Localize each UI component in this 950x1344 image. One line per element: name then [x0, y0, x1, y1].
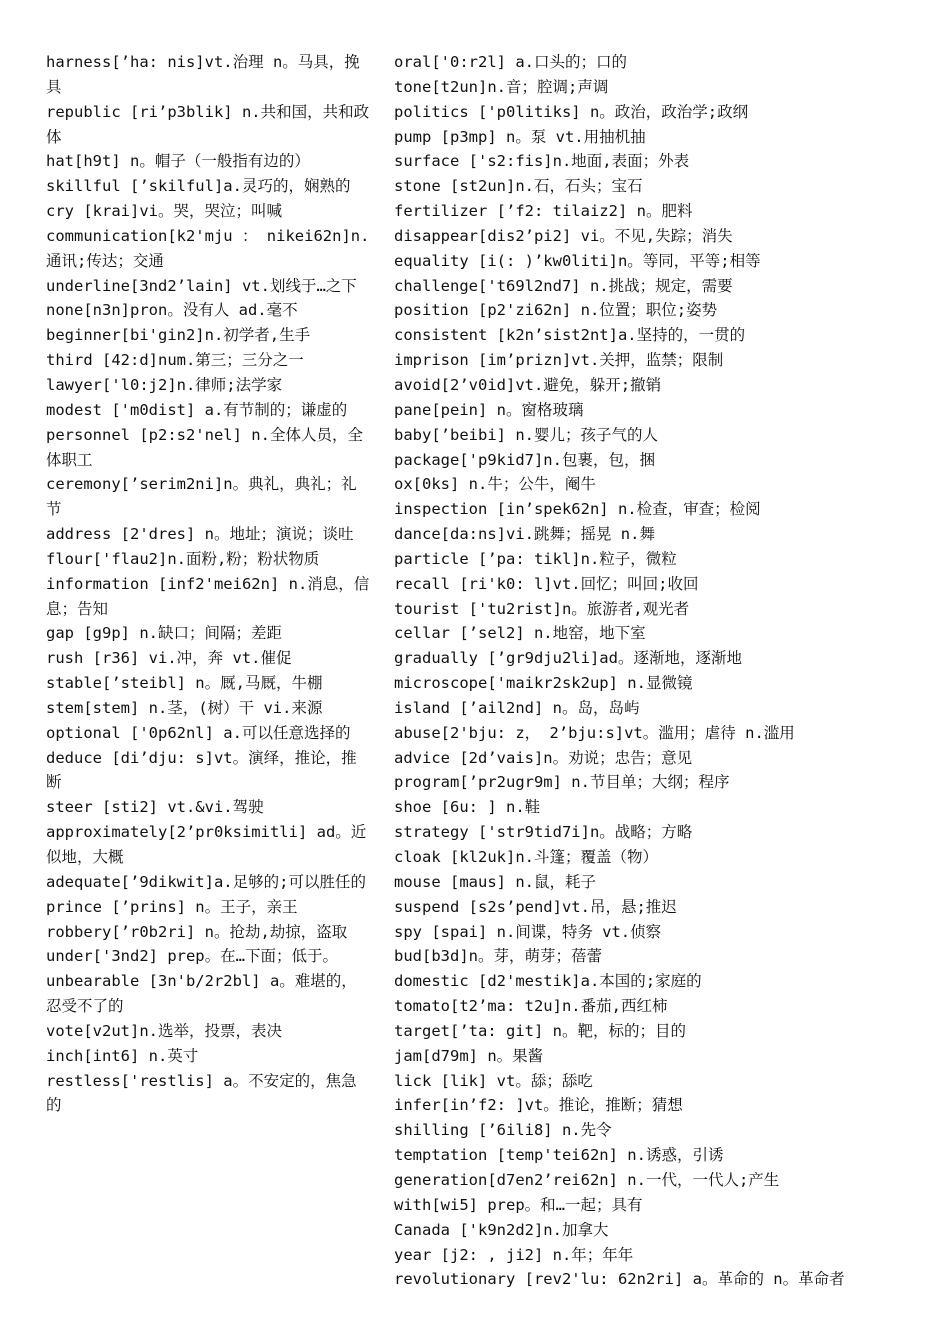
- vocabulary-entry: bud[b3d]n。芽，萌芽；蓓蕾: [394, 947, 602, 966]
- vocabulary-entry: lick [lik] vt。舔；舔吃: [394, 1071, 593, 1090]
- vocabulary-entry: personnel [p2:s2'nel] n.全体人员，全体职工: [46, 425, 363, 469]
- vocabulary-entry: republic [ri’p3blik] n.共和国，共和政体: [46, 102, 370, 146]
- vocabulary-entry: disappear[dis2’pi2] vi。不见,失踪；消失: [394, 226, 733, 245]
- vocabulary-entry: hat[h9t] n。帽子（一般指有边的）: [46, 152, 310, 171]
- vocabulary-entry: equality [i(: )’kw0liti]n。等同，平等;相等: [394, 251, 761, 270]
- vocabulary-entry: none[n3n]pron。没有人 ad.毫不: [46, 301, 298, 320]
- vocabulary-entry: shilling [’6ili8] n.先令: [394, 1121, 612, 1140]
- vocabulary-entry: inspection [in’spek62n] n.检查，审查；检阅: [394, 500, 761, 519]
- vocabulary-entry: mouse [maus] n.鼠，耗子: [394, 872, 596, 891]
- vocabulary-entry: politics ['p0litiks] n。政治，政治学;政纲: [394, 102, 749, 121]
- vocabulary-entry: robbery[’r0b2ri] n。抢劫,劫掠，盗取: [46, 922, 348, 941]
- vocabulary-entry: abuse[2'bju: z， 2’bju:s]vt。滥用；虐待 n.滥用: [394, 723, 795, 742]
- vocabulary-entry: tomato[t2’ma: t2u]n.番茄,西红柿: [394, 997, 668, 1016]
- vocabulary-entry: jam[d79m] n。果酱: [394, 1046, 544, 1065]
- vocabulary-entry: baby[’beibi] n.婴儿；孩子气的人: [394, 425, 658, 444]
- vocabulary-entry: third [42:d]num.第三；三分之一: [46, 351, 304, 370]
- vocabulary-entry: revolutionary [rev2'lu: 62n2ri] a。革命的 n。革命者: [394, 1270, 845, 1289]
- vocabulary-entry: tone[t2un]n.音；腔调;声调: [394, 77, 609, 96]
- vocabulary-entry: stone [st2un]n.石，石头；宝石: [394, 177, 643, 196]
- vocabulary-entry: consistent [k2n’sist2nt]a.坚持的，一贯的: [394, 326, 746, 345]
- vocabulary-entry: beginner[bi'gin2]n.初学者,生手: [46, 326, 311, 345]
- vocabulary-entry: with[wi5] prep。和…一起；具有: [394, 1195, 643, 1214]
- vocabulary-entry: package['p9kid7]n.包裹，包，捆: [394, 450, 655, 469]
- vocabulary-entry: Canada ['k9n2d2]n.加拿大: [394, 1220, 609, 1239]
- vocabulary-entry: communication[k2'mju ： nikei62n]n.通讯;传达；交通: [46, 226, 370, 270]
- left-column: [46, 50, 371, 1118]
- vocabulary-entry: year [j2: , ji2] n.年；年年: [394, 1245, 634, 1264]
- vocabulary-entry: stable[’steibl] n。厩,马厩，牛棚: [46, 674, 323, 693]
- vocabulary-entry: challenge['t69l2nd7] n.挑战；规定，需要: [394, 276, 733, 295]
- vocabulary-entry: skillful [’skilful]a.灵巧的，娴熟的: [46, 177, 351, 196]
- vocabulary-entry: underline[3nd2’lain] vt.划线于…之下: [46, 276, 357, 295]
- vocabulary-entry: unbearable [3n'b/2r2bl] a。难堪的，忍受不了的: [46, 972, 357, 1016]
- vocabulary-entry: deduce [di’dju: s]vt。演绎，推论，推断: [46, 748, 357, 792]
- vocabulary-entry: avoid[2’v0id]vt.避免，躲开;撤销: [394, 375, 662, 394]
- vocabulary-entry: tourist ['tu2rist]n。旅游者,观光者: [394, 599, 690, 618]
- vocabulary-entry: strategy ['str9tid7i]n。战略；方略: [394, 823, 693, 842]
- vocabulary-entry: advice [2d’vais]n。劝说；忠告；意见: [394, 748, 693, 767]
- vocabulary-entry: pane[pein] n。窗格玻璃: [394, 400, 584, 419]
- vocabulary-entry: cry [krai]vi。哭，哭泣；叫喊: [46, 202, 282, 221]
- vocabulary-entry: infer[in’f2: ]vt。推论，推断；猜想: [394, 1096, 683, 1115]
- vocabulary-entry: information [inf2'mei62n] n.消息，信息；告知: [46, 574, 370, 618]
- vocabulary-entry: steer [sti2] vt.&vi.驾驶: [46, 798, 264, 817]
- vocabulary-entry: rush [r36] vi.冲，奔 vt.催促: [46, 649, 292, 668]
- vocabulary-entry: cloak [kl2uk]n.斗篷；覆盖（物）: [394, 848, 658, 866]
- vocabulary-entry: modest ['m0dist] a.有节制的；谦虚的: [46, 400, 348, 419]
- vocabulary-entry: restless['restlis] a。不安定的，焦急的: [46, 1071, 357, 1115]
- vocabulary-entry: vote[v2ut]n.选举，投票，表决: [46, 1021, 282, 1040]
- vocabulary-entry: program[’pr2ugr9m] n.节目单；大纲；程序: [394, 773, 730, 792]
- vocabulary-entry: island [’ail2nd] n。岛，岛屿: [394, 698, 640, 717]
- vocabulary-entry: particle [’pa: tikl]n.粒子，微粒: [394, 549, 677, 568]
- vocabulary-entry: address [2'dres] n。地址；演说；谈吐: [46, 525, 354, 544]
- vocabulary-entry: suspend [s2s’pend]vt.吊，悬;推迟: [394, 897, 677, 916]
- vocabulary-entry: adequate[’9dikwit]a.足够的;可以胜任的: [46, 872, 366, 891]
- vocabulary-entry: domestic [d2'mestik]a.本国的;家庭的: [394, 972, 702, 991]
- vocabulary-entry: oral['0:r2l] a.口头的；口的: [394, 53, 627, 71]
- vocabulary-entry: lawyer['l0:j2]n.律师;法学家: [46, 375, 283, 394]
- vocabulary-entry: inch[int6] n.英寸: [46, 1046, 199, 1065]
- right-column: [394, 50, 894, 1292]
- vocabulary-entry: target[’ta: git] n。靶，标的；目的: [394, 1021, 686, 1040]
- vocabulary-entry: fertilizer [’f2: tilaiz2] n。肥料: [394, 202, 693, 221]
- vocabulary-entry: cellar [’sel2] n.地窑，地下室: [394, 624, 646, 643]
- vocabulary-entry: under['3nd2] prep。在…下面；低于。: [46, 947, 338, 966]
- vocabulary-entry: microscope['maikr2sk2up] n.显微镜: [394, 674, 693, 693]
- vocabulary-entry: imprison [im’prizn]vt.关押，监禁；限制: [394, 351, 724, 370]
- vocabulary-entry: surface ['s2:fis]n.地面,表面；外表: [394, 152, 690, 171]
- vocabulary-entry: generation[d7en2’rei62n] n.一代，一代人;产生: [394, 1170, 780, 1189]
- vocabulary-entry: harness[’ha: nis]vt.治理 n。马具，挽具: [46, 53, 360, 96]
- vocabulary-entry: prince [’prins] n。王子，亲王: [46, 897, 298, 916]
- vocabulary-entry: ceremony[’serim2ni]n。典礼，典礼；礼节: [46, 475, 357, 519]
- vocabulary-entry: pump [p3mp] n。泵 vt.用抽机抽: [394, 127, 646, 146]
- vocabulary-entry: gradually [’gr9dju2li]ad。逐渐地，逐渐地: [394, 649, 742, 668]
- vocabulary-entry: stem[stem] n.茎，(树）干 vi.来源: [46, 698, 323, 717]
- vocabulary-entry: approximately[2’pr0ksimitli] ad。近似地，大概: [46, 823, 367, 866]
- vocabulary-entry: position [p2'zi62n] n.位置；职位;姿势: [394, 301, 718, 320]
- vocabulary-entry: temptation [temp'tei62n] n.诱惑，引诱: [394, 1146, 724, 1165]
- vocabulary-entry: ox[0ks] n.牛；公牛，阉牛: [394, 475, 596, 494]
- vocabulary-entry: dance[da:ns]vi.跳舞；摇晃 n.舞: [394, 525, 655, 544]
- vocabulary-entry: recall [ri'k0: l]vt.回忆；叫回;收回: [394, 574, 699, 593]
- vocabulary-entry: flour['flau2]n.面粉,粉；粉状物质: [46, 549, 320, 568]
- vocabulary-entry: spy [spai] n.间谍，特务 vt.侦察: [394, 922, 662, 941]
- vocabulary-entry: shoe [6u: ] n.鞋: [394, 798, 541, 817]
- vocabulary-entry: optional ['0p62nl] a.可以任意选择的: [46, 723, 351, 742]
- vocabulary-entry: gap [g9p] n.缺口；间隔；差距: [46, 624, 282, 643]
